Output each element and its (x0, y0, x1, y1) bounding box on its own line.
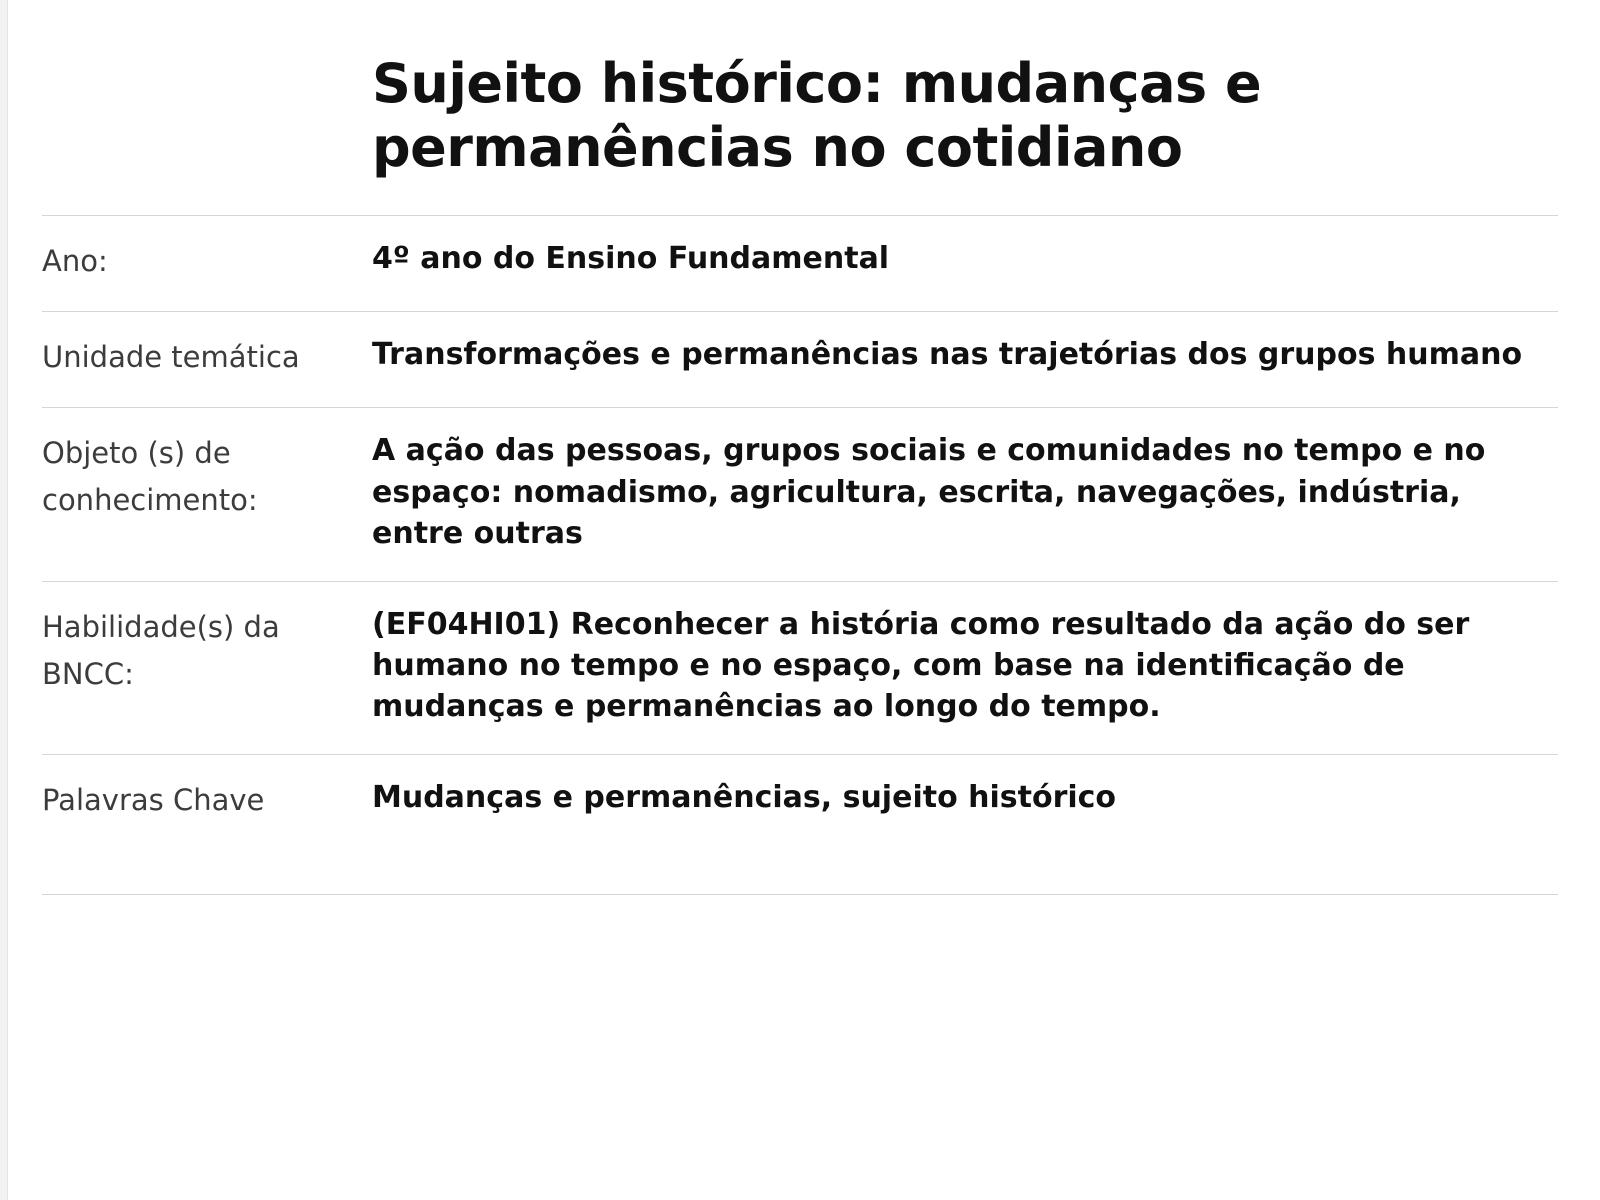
row-label-ano: Ano: (42, 216, 372, 312)
page-title: Sujeito histórico: mudanças e permanências no cotidiano (372, 52, 1262, 179)
table-row (42, 216, 1558, 312)
row-value-palavras-chave: Mudanças e permanências, sujeito histórico (372, 754, 1558, 894)
row-value-unidade-tematica: Transformações e permanências nas trajetórias dos grupos humano (372, 312, 1558, 408)
page-edge-strip (0, 0, 8, 1200)
lesson-spec-table (42, 215, 1558, 894)
row-label-palavras-chave: Palavras Chave (42, 754, 372, 894)
row-label-objeto-conhecimento: Objeto (s) de conhecimento: (42, 408, 372, 581)
table-row (42, 581, 1558, 754)
table-row (42, 754, 1558, 894)
row-label-unidade-tematica: Unidade temática (42, 312, 372, 408)
table-row (42, 408, 1558, 581)
table-row (42, 312, 1558, 408)
row-value-ano: 4º ano do Ensino Fundamental (372, 216, 1558, 312)
row-value-habilidades-bncc: (EF04HI01) Reconhecer a história como resultado da ação do ser humano no tempo e no espaço, com base na identificação de mudanças e permanências ao longo do tempo. (372, 581, 1558, 754)
row-label-habilidades-bncc: Habilidade(s) da BNCC: (42, 581, 372, 754)
row-value-objeto-conhecimento: A ação das pessoas, grupos sociais e comunidades no tempo e no espaço: nomadismo, agricultura, escrita, navegações, indústria, entre outras (372, 408, 1558, 581)
